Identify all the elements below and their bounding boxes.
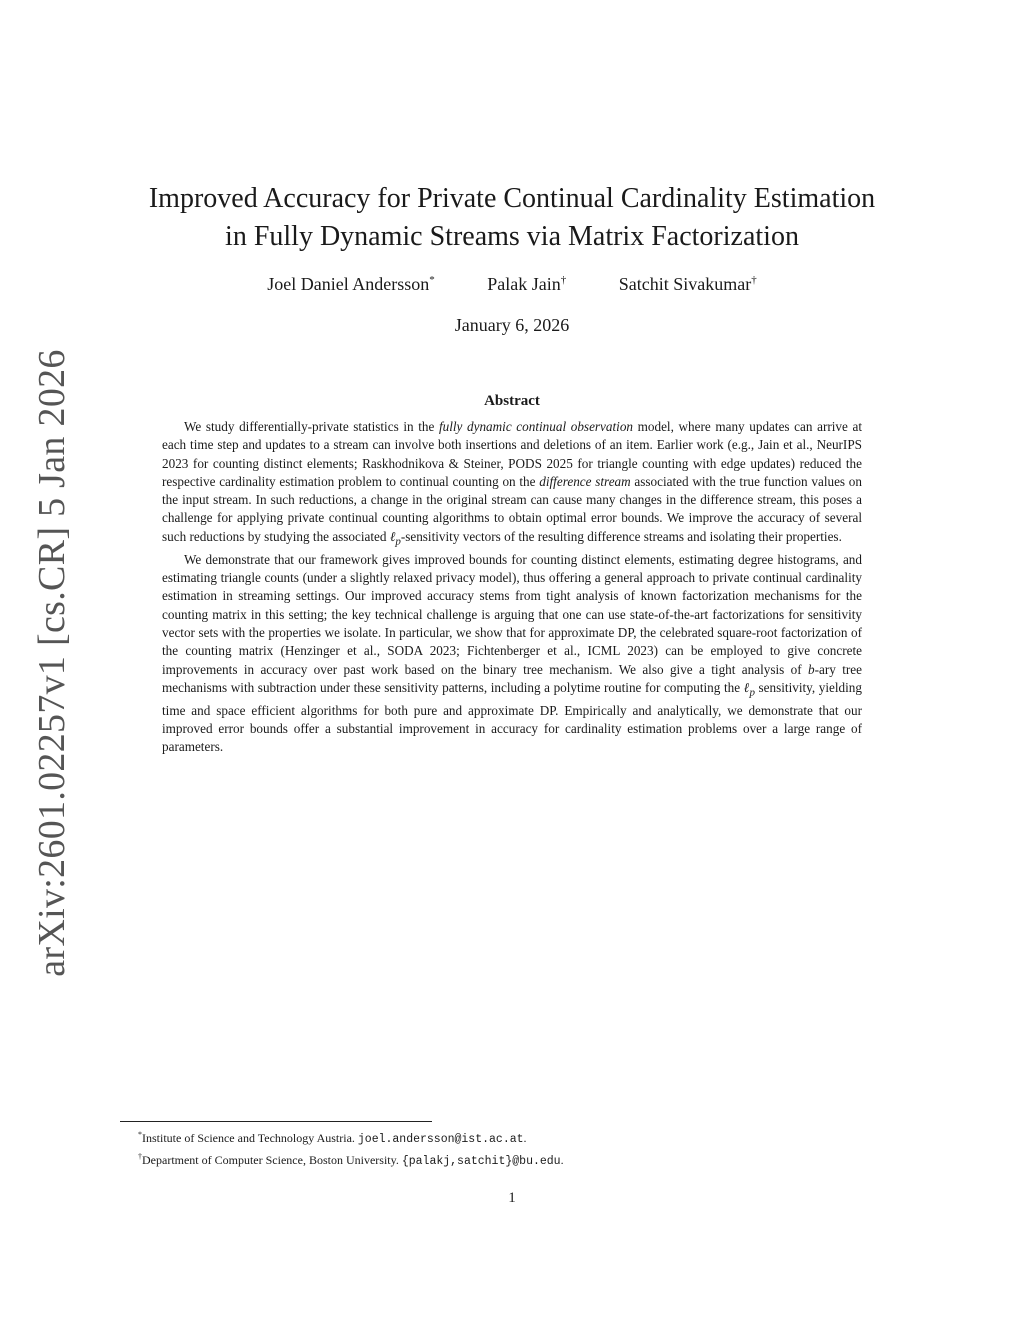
author-3: Satchit Sivakumar† bbox=[618, 274, 757, 294]
arxiv-identifier-stamp: arXiv:2601.02257v1 [cs.CR] 5 Jan 2026 bbox=[31, 349, 73, 977]
title-line-2: in Fully Dynamic Streams via Matrix Factorization bbox=[225, 221, 799, 252]
author-list bbox=[0, 274, 1024, 295]
footnote-divider bbox=[120, 1121, 432, 1122]
abstract-paragraph-1: We study differentially-private statistics in the fully dynamic continual observation model, where many updates can arrive at each time step and updates to a stream can involve both insertions and deletions of an item. Earlier work (e.g., Jain et al., NeurIPS 2023 for counting distinct elements; Raskhodnikova & Steiner, PODS 2025 for triangle counting with edge updates) reduced the respective cardinality estimation problem to continual counting on the difference stream associated with the true function values on the input stream. In such reductions, a change in the original stream can cause many changes in the difference stream, this poses a challenge for applying private continual counting algorithms to obtain optimal error bounds. We improve the accuracy of several such reductions by studying the associated ℓ$_p$-sensitivity vectors of the resulting difference streams and isolating their properties. bbox=[162, 419, 862, 548]
footnotes bbox=[138, 1126, 898, 1170]
abstract-paragraph-2: We demonstrate that our framework gives improved bounds for counting distinct elements, estimating degree histograms, and estimating triangle counts (under a slightly relaxed privacy model), thus offering a general approach to private continual cardinality estimation in streaming settings. Our improved accuracy stems from tight analysis of known factorization mechanisms for the counting matrix in this setting; the key technical challenge is arguing that one can use state-of-the-art factorizations for sensitivity vector sets with the properties we isolate. In particular, we show that for approximate DP, the celebrated square-root factorization of the counting matrix (Henzinger et al., SODA 2023; Fichtenberger et al., ICML 2023) can be employed to give concrete improvements in accuracy over past work based on the binary tree mechanism. We also give a tight analysis of b-ary tree mechanisms with subtraction under these sensitivity patterns, including a polytime routine for computing the ℓ$_p$ sensitivity, yielding time and space efficient algorithms for both pure and approximate DP. Empirically and analytically, we demonstrate that our improved error bounds offer a substantial improvement in accuracy for cardinality estimation problems over a large range of parameters. bbox=[162, 551, 862, 755]
page-number: 1 bbox=[508, 1190, 516, 1206]
author-2: Palak Jain† bbox=[487, 274, 567, 294]
footnote-1: *Institute of Science and Technology Austria. joel.andersson@ist.ac.at. bbox=[138, 1130, 527, 1146]
title-line-1: Improved Accuracy for Private Continual Cardinality Estimation bbox=[148, 183, 876, 214]
email-link-2[interactable]: {palakj,satchit}@bu.edu bbox=[401, 1155, 561, 1168]
paper-title bbox=[0, 180, 1024, 256]
author-1: Joel Daniel Andersson* bbox=[267, 274, 435, 294]
abstract-body bbox=[162, 418, 862, 757]
footnote-2: †Department of Computer Science, Boston University. {palakj,satchit}@bu.edu. bbox=[138, 1152, 564, 1168]
email-link-1[interactable]: joel.andersson@ist.ac.at bbox=[357, 1133, 524, 1146]
publication-date: January 6, 2026 bbox=[454, 315, 570, 335]
abstract-heading: Abstract bbox=[484, 393, 540, 409]
